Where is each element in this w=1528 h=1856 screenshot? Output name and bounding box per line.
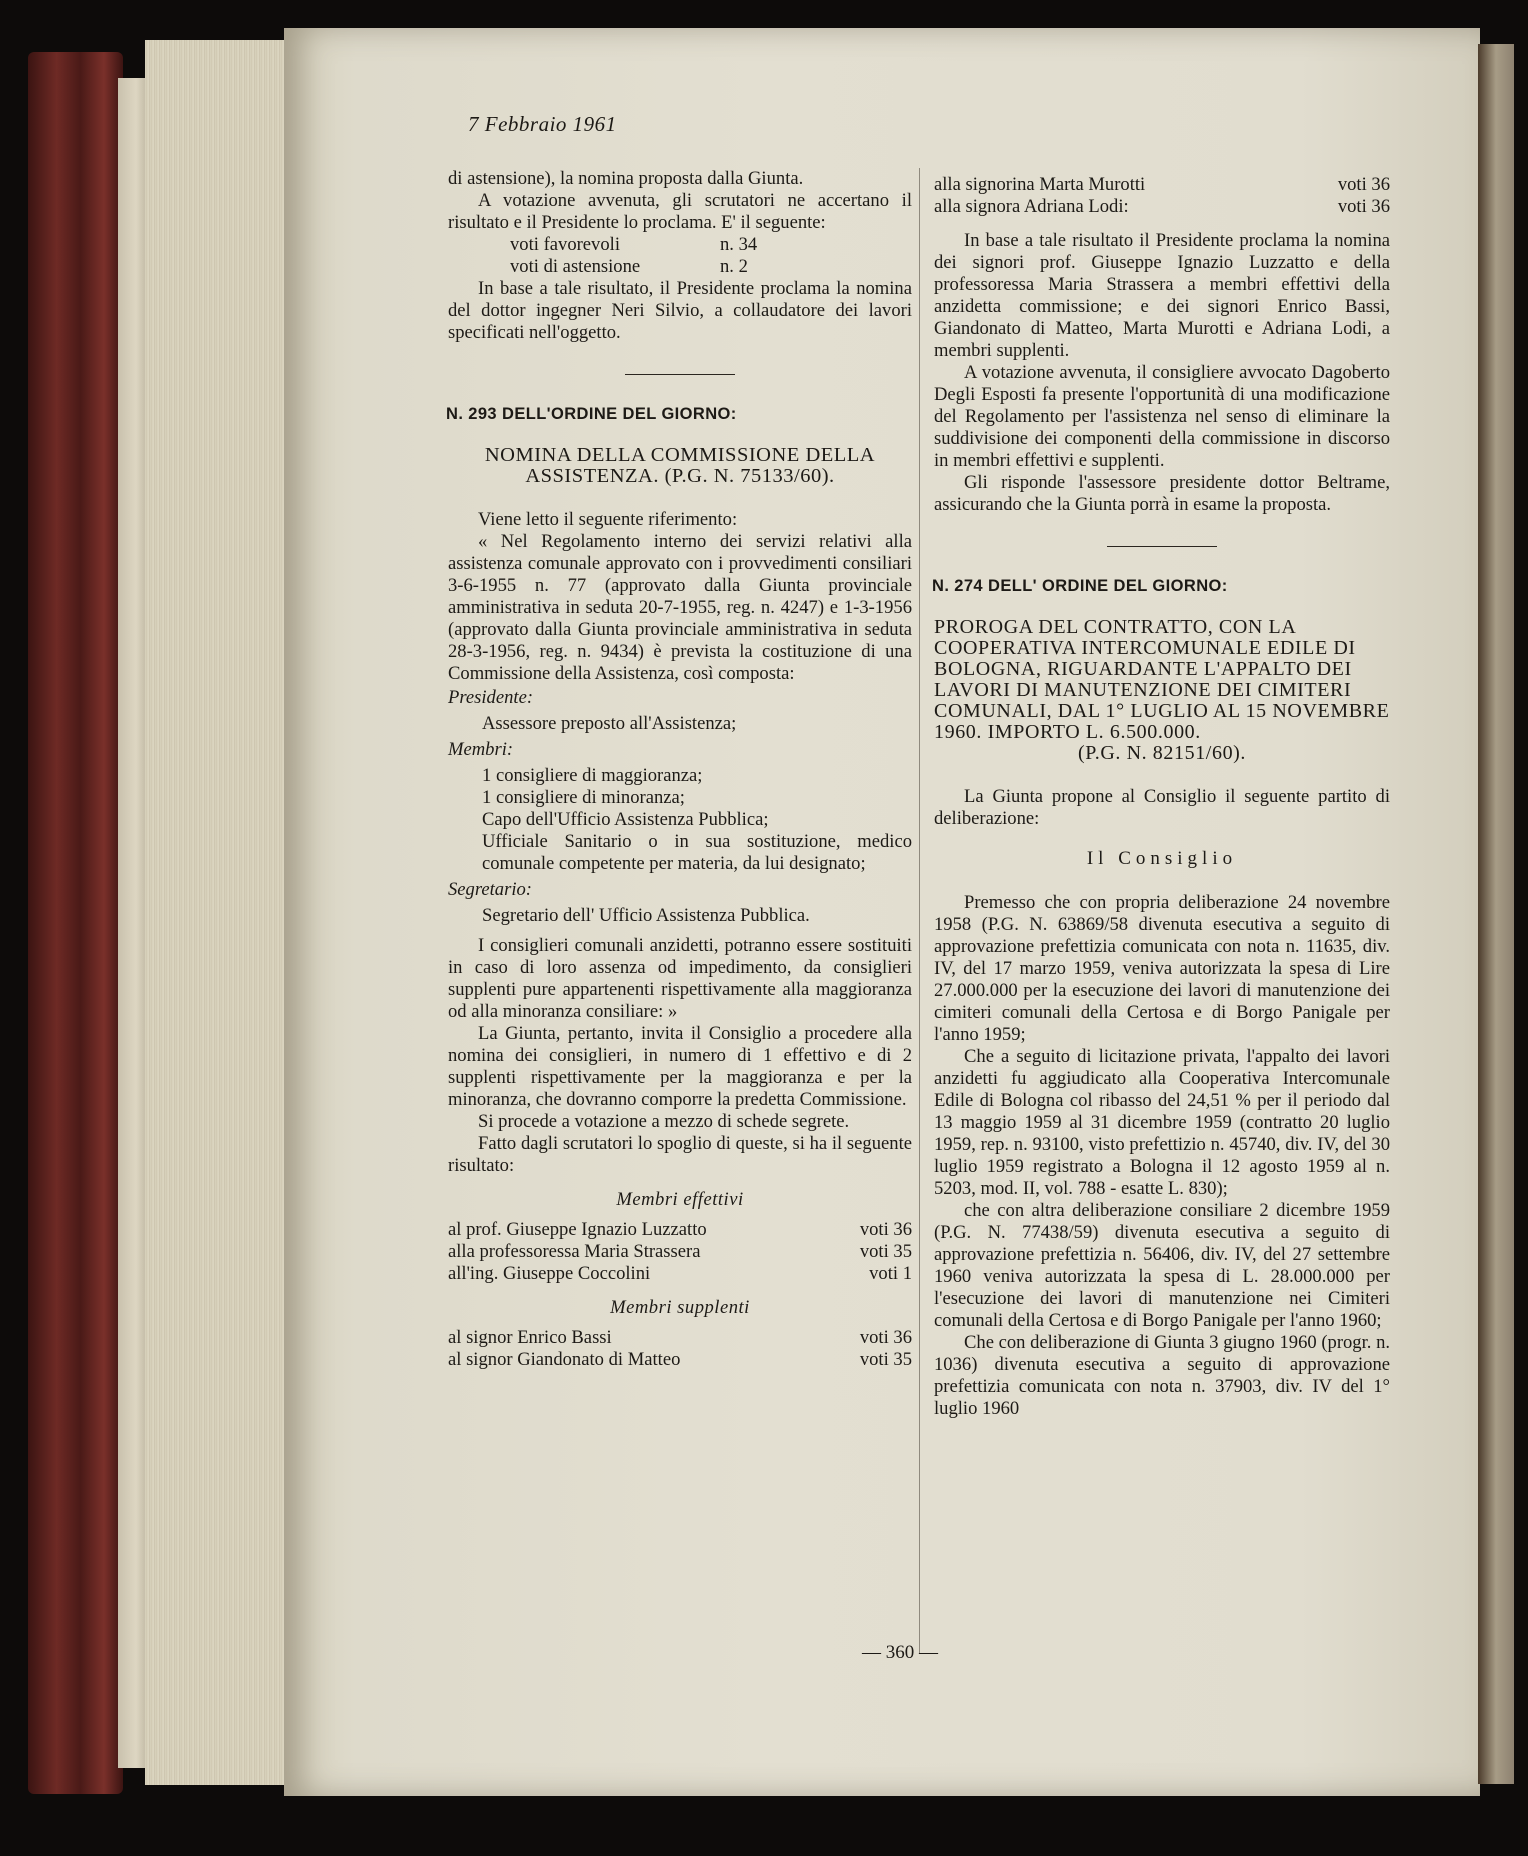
section-title-ref: (P.G. N. 82151/60).	[1077, 742, 1247, 764]
paragraph: Viene letto il seguente riferimento:	[478, 509, 738, 530]
table-row	[448, 1349, 912, 1371]
page-block-edges	[145, 40, 295, 1785]
list-item: Segretario dell' Ufficio Assistenza Pubblica.	[482, 905, 810, 926]
right-column	[934, 174, 1390, 1420]
table-row	[448, 1241, 912, 1263]
section-divider	[625, 374, 735, 375]
running-head: 7 Febbraio 1961	[468, 112, 617, 136]
end-paper	[118, 78, 148, 1768]
paragraph: La Giunta, pertanto, invita il Consiglio a procedere alla nomina dei consiglieri, in numero di 1 effettivo e di 2 supplenti rispettivamente per la maggioranza e per la minoranza, che dovranno comporre la predetta Commissione.	[448, 1023, 912, 1110]
list-item: Ufficiale Sanitario o in sua sostituzione, medico comunale competente per materia, da lui designato;	[482, 831, 912, 874]
paragraph: « Nel Regolamento interno dei servizi relativi alla assistenza comunale approvato con i provvedimenti consiliari 3-6-1955 n. 77 (approvato dalla Giunta provinciale amministrativa in seduta 20-7-1955, reg. n. 4247) e 1-3-1956 (approvato dalla Giunta provinciale amministrativa in seduta 28-3-1956, reg. n. 9434) è prevista la costituzione di una Commissione della Assistenza, così composta:	[448, 531, 912, 684]
candidate-name: al signor Giandonato di Matteo	[448, 1349, 681, 1370]
paragraph: Si procede a votazione a mezzo di schede segrete.	[478, 1111, 850, 1132]
candidate-name: all'ing. Giuseppe Coccolini	[448, 1263, 651, 1284]
section-divider	[1107, 546, 1217, 547]
order-heading: N. 274 DELL' ORDINE DEL GIORNO:	[932, 577, 1228, 595]
table-row	[448, 1263, 912, 1285]
table-row	[510, 234, 780, 256]
list-item: 1 consigliere di maggioranza;	[482, 765, 703, 786]
candidate-votes: voti 36	[1337, 196, 1390, 217]
candidate-votes: voti 36	[859, 1219, 912, 1240]
candidate-name: alla signora Adriana Lodi:	[934, 196, 1129, 217]
paragraph: Fatto dagli scrutatori lo spoglio di queste, si ha il seguente risultato:	[448, 1133, 912, 1176]
candidate-votes: voti 1	[869, 1263, 912, 1284]
table-row	[448, 1327, 912, 1349]
vote-label: voti di astensione	[510, 256, 641, 277]
list-item: Assessore preposto all'Assistenza;	[482, 713, 737, 734]
label-membri: Membri:	[448, 739, 514, 760]
membri-supplenti-heading: Membri supplenti	[610, 1297, 750, 1318]
effettivi-votes-table	[448, 1219, 912, 1285]
label-presidente: Presidente:	[448, 687, 534, 708]
section-title-text: PROROGA DEL CONTRATTO, CON LA COOPERATIVA INTERCOMUNALE EDILE DI BOLOGNA, RIGUARDANTE L'APPALTO DEI LAVORI DI MANUTENZIONE DEI CIMITERI COMUNALI, DAL 1° LUGLIO AL 15 NOVEMBRE 1960. IMPORTO L. 6.500.000.	[934, 616, 1390, 743]
presidente-entry	[482, 713, 912, 735]
candidate-name: al prof. Giuseppe Ignazio Luzzatto	[448, 1219, 707, 1240]
candidate-votes: voti 35	[859, 1241, 912, 1262]
paragraph: che con altra deliberazione consiliare 2 dicembre 1959 (P.G. N. 77438/59) divenuta esecutiva a seguito di approvazione prefettizia n. 56406, div. IV, del 27 settembre 1960 veniva autorizzata la spesa di L. 28.000.000 per l'esecuzione dei lavori di manutenzione nei Cimiteri comunali della Certosa e di Borgo Panigale per l'anno 1960;	[934, 1200, 1390, 1331]
candidate-name: al signor Enrico Bassi	[448, 1327, 612, 1348]
vote-tally-table	[510, 234, 780, 278]
candidate-name: alla signorina Marta Murotti	[934, 174, 1146, 195]
segretario-entry	[482, 905, 912, 927]
left-column	[448, 168, 912, 1371]
section-title	[934, 617, 1390, 764]
list-item: 1 consigliere di minoranza;	[482, 787, 685, 808]
vote-value: n. 34	[720, 234, 758, 255]
paragraph: di astensione), la nomina proposta dalla Giunta.	[448, 168, 804, 189]
table-row	[510, 256, 780, 278]
paragraph: I consiglieri comunali anzidetti, potranno essere sostituiti in caso di loro assenza od impedimento, da consiglieri supplenti pure appartenenti rispettivamente alla maggioranza od alla minoranza consiliare: »	[448, 935, 912, 1022]
paragraph: La Giunta propone al Consiglio il seguente partito di deliberazione:	[934, 786, 1390, 829]
book-cover-edge	[28, 52, 123, 1794]
column-rule	[919, 168, 920, 1654]
supplenti-votes-table-cont	[934, 174, 1390, 218]
table-row	[448, 1219, 912, 1241]
supplenti-votes-table	[448, 1327, 912, 1371]
paragraph: Premesso che con propria deliberazione 24 novembre 1958 (P.G. N. 63869/58 divenuta esecutiva a seguito di approvazione prefettizia comunicata con nota n. 11635, div. IV, del 17 marzo 1959, veniva autorizzata la spesa di Lire 27.000.000 per la esecuzione dei lavori di manutenzione dei cimiteri comunali della Certosa e di Borgo Panigale per l'anno 1959;	[934, 892, 1390, 1045]
paragraph: A votazione avvenuta, il consigliere avvocato Dagoberto Degli Esposti fa presente l'opportunità di una modificazione del Regolamento per l'assistenza nel senso di eliminare la suddivisione dei componenti della commissione in discorso in membri effettivi e supplenti.	[934, 362, 1390, 471]
table-row	[934, 196, 1390, 218]
table-row	[934, 174, 1390, 196]
label-segretario: Segretario:	[448, 879, 532, 900]
paragraph: In base a tale risultato il Presidente proclama la nomina dei signori prof. Giuseppe Ignazio Luzzatto e della professoressa Maria Strassera a membri effettivi della anzidetta commissione; e dei signori Enrico Bassi, Giandonato di Matteo, Marta Murotti e Adriana Lodi, a membri supplenti.	[934, 230, 1390, 361]
candidate-votes: voti 35	[859, 1349, 912, 1370]
order-heading: N. 293 DELL'ORDINE DEL GIORNO:	[446, 405, 737, 423]
candidate-name: alla professoressa Maria Strassera	[448, 1241, 701, 1262]
paragraph: Che a seguito di licitazione privata, l'appalto dei lavori anzidetti fu aggiudicato alla Cooperativa Intercomunale Edile di Bologna col ribasso del 24,51 % per il periodo dal 13 maggio 1959 al 31 dicembre 1959 (contratto 20 luglio 1959, rep. n. 93100, visto prefettizio n. 45740, div. IV, del 30 luglio 1959 registrato a Bologna il 12 agosto 1959 al n. 5203, mod. II, vol. 788 - esatte L. 830);	[934, 1046, 1390, 1199]
section-title: NOMINA DELLA COMMISSIONE DELLA ASSISTENZA. (P.G. N. 75133/60).	[484, 444, 876, 487]
page-number: — 360 —	[862, 1642, 938, 1663]
vote-value: n. 2	[720, 256, 748, 277]
next-page-edge	[1478, 44, 1514, 1784]
membri-effettivi-heading: Membri effettivi	[616, 1189, 744, 1210]
vote-label: voti favorevoli	[510, 234, 620, 255]
candidate-votes: voti 36	[859, 1327, 912, 1348]
consiglio-heading: Il Consiglio	[1086, 848, 1238, 869]
paragraph: In base a tale risultato, il Presidente proclama la nomina del dottor ingegner Neri Silvio, a collaudatore dei lavori specificati nell'oggetto.	[448, 278, 912, 343]
membri-list	[482, 765, 912, 875]
paragraph: A votazione avvenuta, gli scrutatori ne accertano il risultato e il Presidente lo proclama. E' il seguente:	[448, 190, 912, 233]
paragraph: Che con deliberazione di Giunta 3 giugno 1960 (progr. n. 1036) divenuta esecutiva a seguito di approvazione prefettizia comunicata con nota n. 37903, div. IV del 1° luglio 1960	[934, 1332, 1391, 1419]
paragraph: Gli risponde l'assessore presidente dottor Beltrame, assicurando che la Giunta porrà in esame la proposta.	[934, 472, 1390, 515]
list-item: Capo dell'Ufficio Assistenza Pubblica;	[482, 809, 769, 830]
candidate-votes: voti 36	[1337, 174, 1390, 195]
